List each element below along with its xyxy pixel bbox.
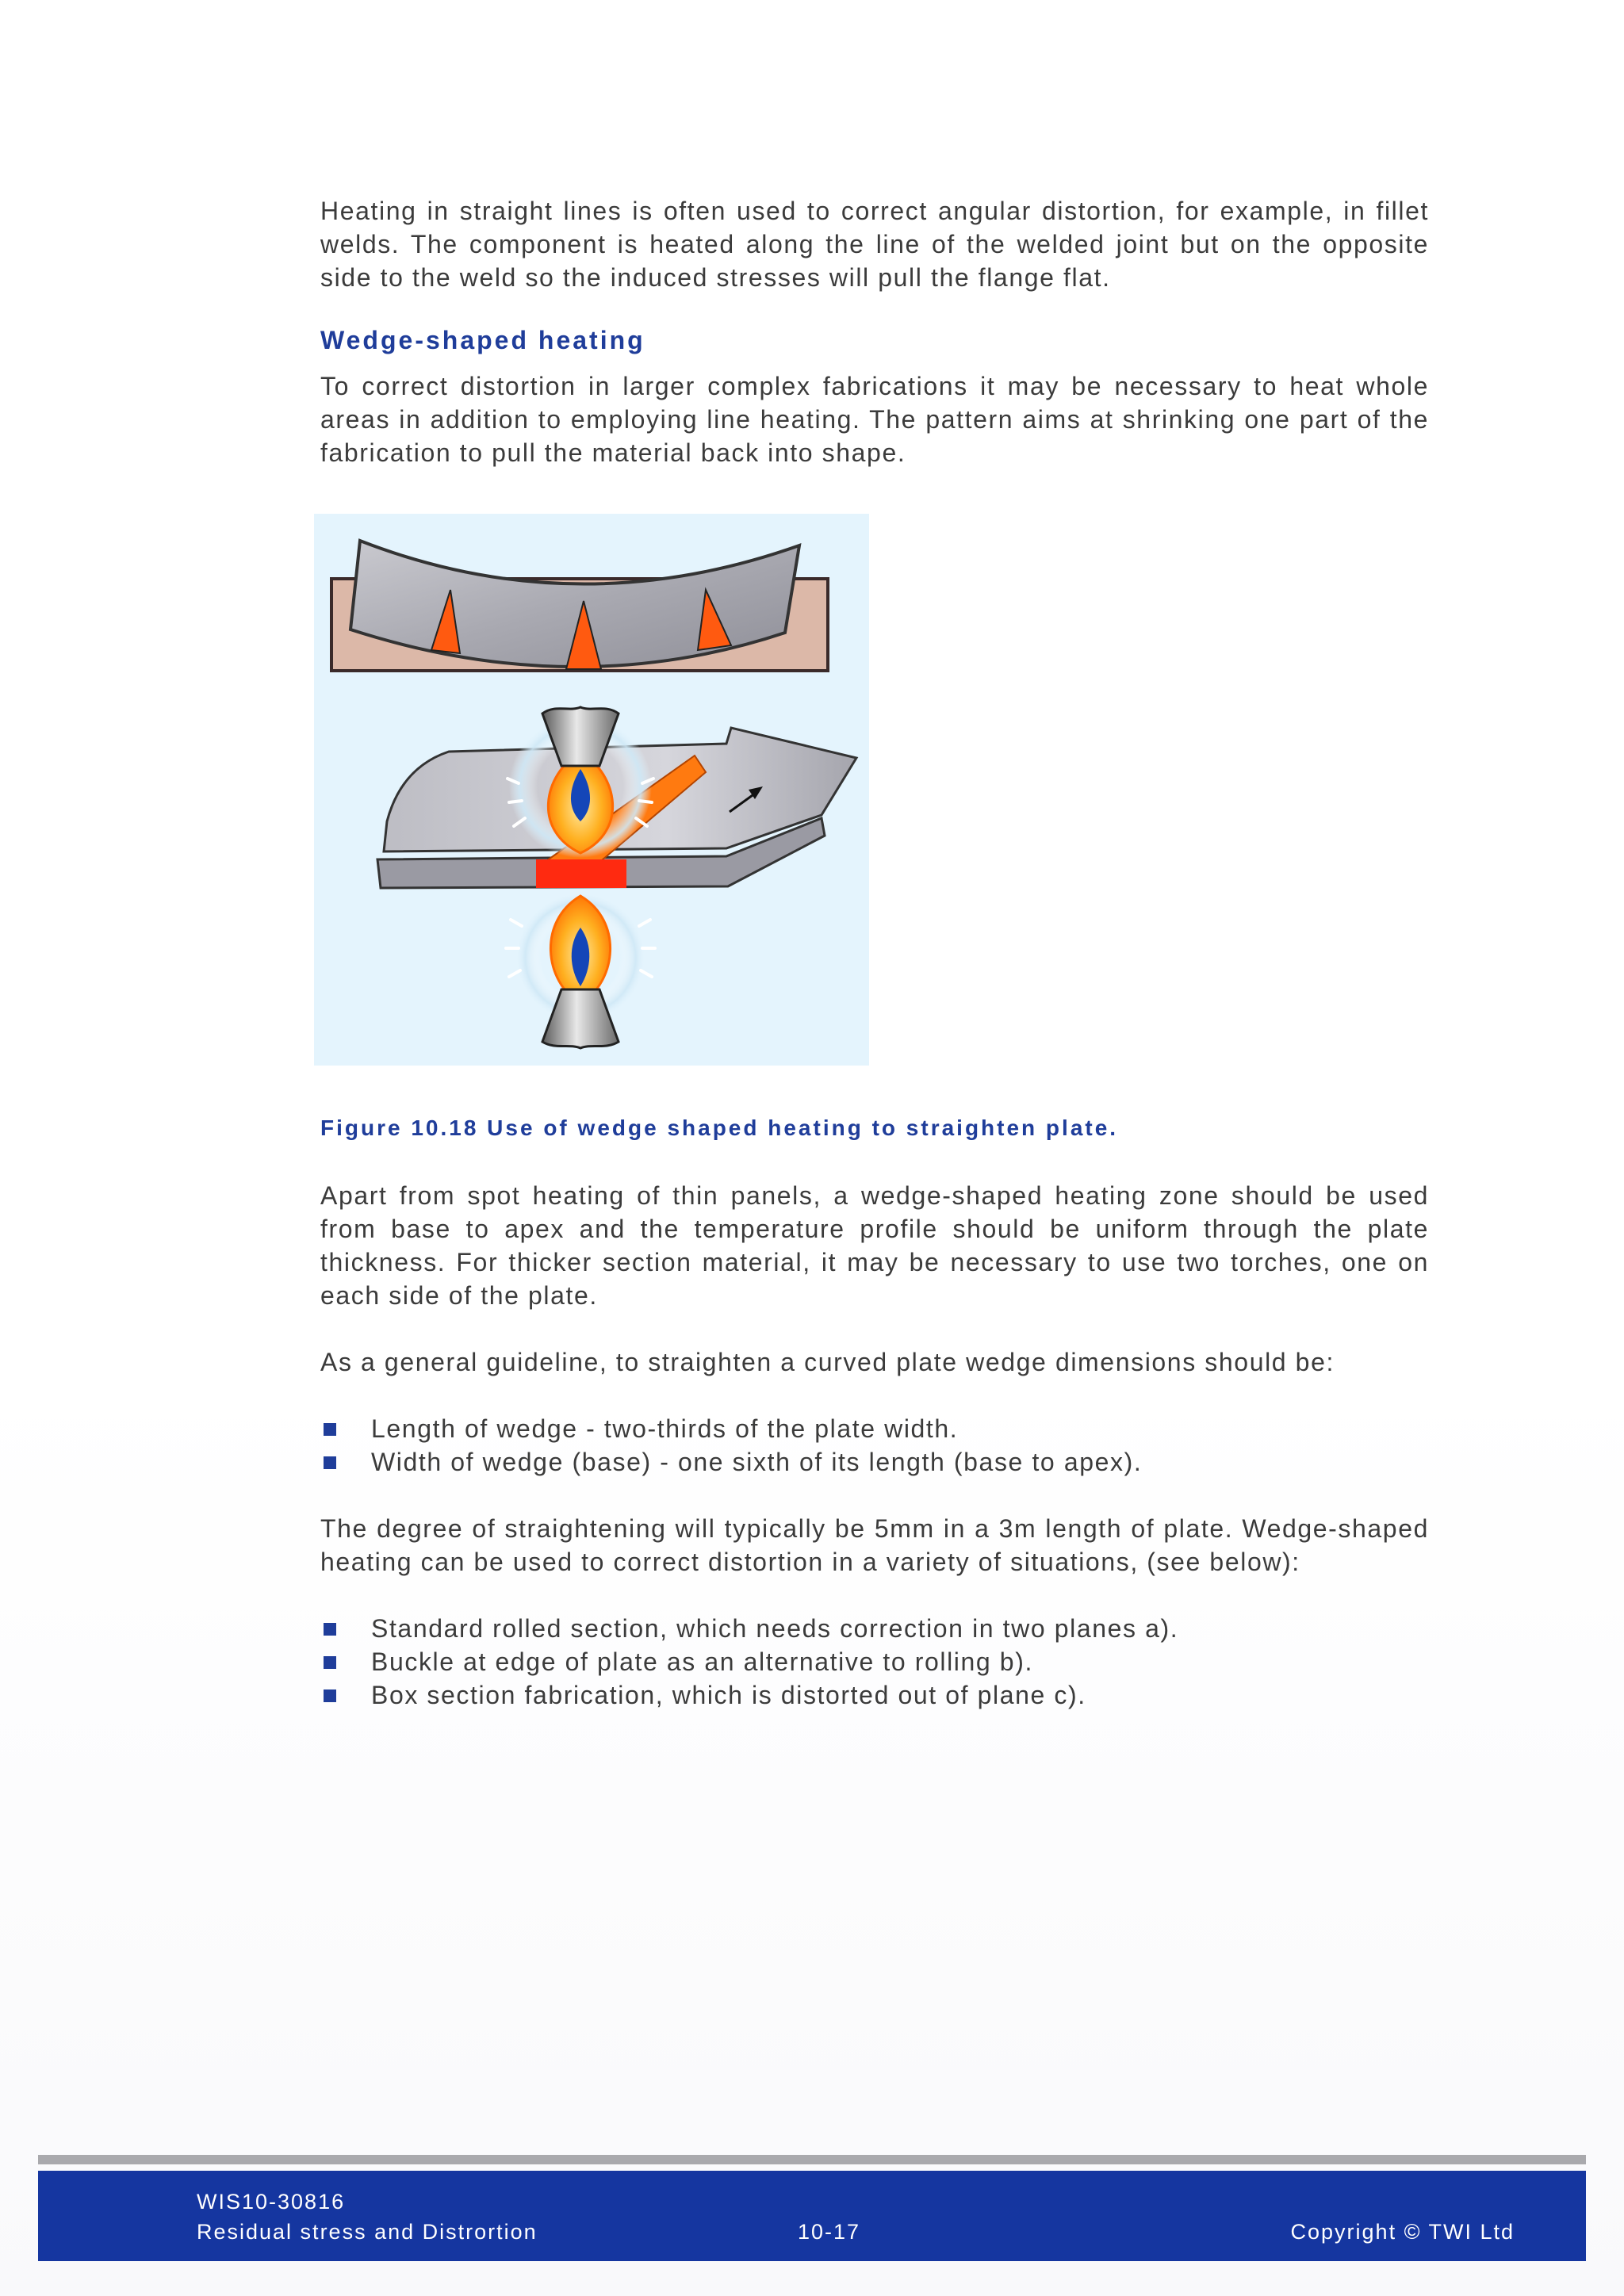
bullet-text: Box section fabrication, which is distorted out of plane c). [371, 1681, 1086, 1709]
bullet-text: Length of wedge - two-thirds of the plate width. [371, 1414, 959, 1443]
square-bullet-icon [324, 1689, 336, 1702]
curved-plate-diagram [331, 541, 828, 671]
bullet-item [320, 1445, 1429, 1479]
footer-page-number: 10-17 [798, 2220, 861, 2244]
torch-heating-diagram [377, 707, 856, 1048]
footer-copyright: Copyright © TWI Ltd [1290, 2220, 1515, 2244]
bullet-item [320, 1645, 1429, 1678]
heated-section-through-thickness [536, 859, 626, 888]
footer-title: Residual stress and Distrortion [197, 2220, 538, 2244]
figure-caption: Figure 10.18 Use of wedge shaped heating to straighten plate. [320, 1115, 1119, 1140]
paragraph-degree-of-straightening: The degree of straightening will typically be 5mm in a 3m length of plate. Wedge-shaped heating can be used to correct distortion in a variety of situations, (see below): [320, 1514, 1429, 1576]
bullet-text: Standard rolled section, which needs correction in two planes a). [371, 1614, 1179, 1643]
figure-wedge-heating-illustration [314, 514, 869, 1066]
bullet-text: Width of wedge (base) - one sixth of its length (base to apex). [371, 1448, 1143, 1476]
square-bullet-icon [324, 1456, 336, 1469]
square-bullet-icon [324, 1656, 336, 1669]
paragraph-guideline: As a general guideline, to straighten a curved plate wedge dimensions should be: [320, 1348, 1335, 1376]
paragraph-spot-heating: Apart from spot heating of thin panels, a wedge-shaped heating zone should be used from base to apex and the temperature profile should be uniform through the plate thickness. For thicker section material, it may be necessary to use two torches, one on each side of the plate. [320, 1181, 1429, 1310]
footer-doc-code: WIS10-30816 [197, 2190, 346, 2214]
page-footer [38, 2171, 1586, 2261]
wedge-heating-diagram [314, 514, 869, 1066]
situation-bullet-list [320, 1612, 1429, 1712]
bullet-item [320, 1612, 1429, 1645]
footer-divider [38, 2155, 1586, 2164]
bullet-item [320, 1412, 1429, 1445]
square-bullet-icon [324, 1623, 336, 1636]
guideline-bullet-list [320, 1412, 1429, 1479]
paragraph-wedge-intro: To correct distortion in larger complex fabrications it may be necessary to heat whole areas in addition to employing line heating. The pattern aims at shrinking one part of the fabrication to pull the material back into shape. [320, 372, 1429, 467]
section-heading-wedge-shaped-heating: Wedge-shaped heating [320, 326, 645, 354]
paragraph-line-heating: Heating in straight lines is often used to correct angular distortion, for example, in fillet welds. The component is heated along the line of the welded joint but on the opposite side to the weld so the induced stresses will pull the flange flat. [320, 197, 1429, 292]
bullet-item [320, 1678, 1429, 1712]
square-bullet-icon [324, 1423, 336, 1436]
bullet-text: Buckle at edge of plate as an alternative to rolling b). [371, 1647, 1033, 1676]
